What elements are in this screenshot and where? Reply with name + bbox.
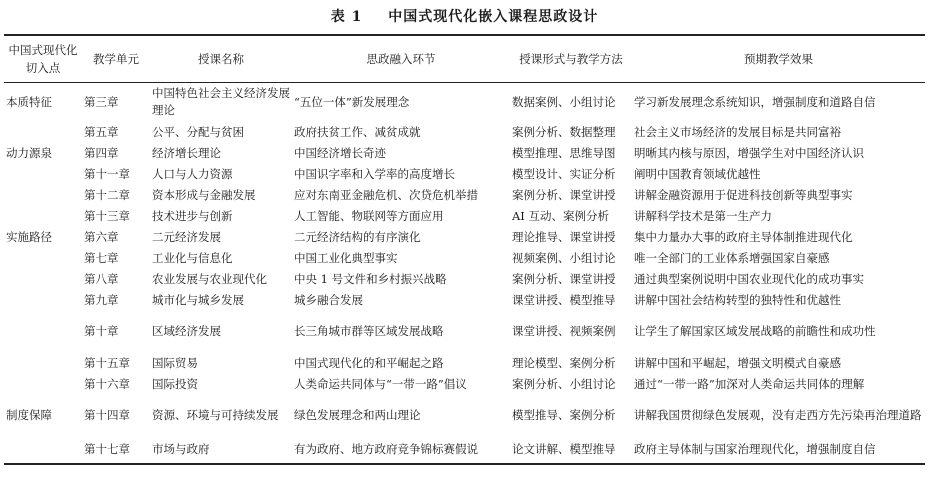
cell-effect: 明晰其内核与原因，增强学生对中国经济认识 [634,145,864,160]
cell-entry [4,206,82,227]
cell-effect: 学习新发展理念系统知识，增强制度和道路自信 [634,94,876,109]
cell-course: 城市化与城乡发展 [152,292,244,307]
cell-unit: 第十五章 [84,355,130,370]
cell-method: 模型推导、案例分析 [512,408,616,422]
cell-effect: 唯一全部门的工业体系增强国家自豪感 [634,250,830,265]
cell-unit: 第八章 [84,271,119,286]
cell-effect: 讲解金融资源用于促进科技创新等典型事实 [634,187,853,202]
cell-course: 中国特色社会主义经济发展理论 [152,86,290,118]
cell-unit: 第九章 [84,292,119,307]
cell-unit: 第十一章 [84,166,130,181]
cell-method: 案例分析、课堂讲授 [512,187,616,202]
table-row [4,185,925,206]
cell-effect: 讲解科学技术是第一生产力 [634,208,772,223]
cell-method: 论文讲解、模型推导 [512,442,616,456]
cell-effect: 通过典型案例说明中国农业现代化的成功事实 [634,271,864,286]
cell-unit: 第十三章 [84,208,130,223]
header-method: 授课形式与教学方法 [519,52,623,66]
cell-ideology: 中国经济增长奇迹 [294,145,386,160]
cell-method: 案例分析、小组讨论 [512,376,616,391]
cell-entry: 动力源泉 [6,145,52,160]
cell-effect: 让学生了解国家区域发展战略的前瞻性和成功性 [634,324,876,338]
cell-unit: 第七章 [84,250,119,265]
cell-ideology: 人类命运共同体与“一带一路”倡议 [294,376,467,391]
cell-entry: 实施路径 [6,229,52,244]
header-unit: 教学单元 [93,52,139,66]
cell-unit: 第四章 [84,145,119,160]
cell-course: 农业发展与农业现代化 [152,271,267,286]
cell-effect: 集中力量办大事的政府主导体制推进现代化 [634,229,853,244]
cell-effect: 阐明中国教育领域优越性 [634,166,761,181]
table-row [4,374,925,395]
cell-method: 课堂讲授、视频案例 [512,324,616,338]
table-row [4,269,925,290]
cell-ideology: 长三角城市群等区域发展战略 [294,324,444,338]
cell-entry [4,185,82,206]
cell-method: 理论推导、课堂讲授 [512,229,616,244]
cell-entry [4,437,82,464]
table-row [4,164,925,185]
cell-entry [4,269,82,290]
table-row [4,290,925,311]
cell-method: 案例分析、数据整理 [512,124,616,139]
cell-ideology: “五位一体”新发展理念 [294,94,410,109]
table-number: 表 1 [330,9,363,25]
cell-course: 国际投资 [152,376,198,391]
cell-method: 案例分析、课堂讲授 [512,271,616,286]
cell-unit: 第十七章 [84,442,130,456]
table-row [4,83,925,122]
cell-effect: 讲解中国和平崛起，增强文明模式自豪感 [634,355,841,370]
cell-method: AI 互动、案例分析 [512,208,610,223]
table-row [4,437,925,464]
table-row [4,206,925,227]
cell-course: 二元经济发展 [152,229,221,244]
cell-ideology: 政府扶贫工作、减贫成就 [294,124,421,139]
cell-course: 经济增长理论 [152,145,221,160]
cell-effect: 政府主导体制与国家治理现代化，增强制度自信 [634,442,876,456]
cell-method: 课堂讲授、模型推导 [512,292,616,307]
cell-ideology: 有为政府、地方政府竞争锦标赛假说 [294,442,478,456]
cell-effect: 讲解我国贯彻绿色发展观，没有走西方先污染再治理道路 [634,408,922,422]
cell-method: 视频案例、小组讨论 [512,250,616,265]
cell-entry [4,290,82,311]
cell-unit: 第三章 [84,94,119,109]
table-row [4,353,925,374]
cell-effect: 通过“一带一路”加深对人类命运共同体的理解 [634,376,865,391]
table-title [4,0,925,34]
table-row [4,143,925,164]
cell-course: 资本形成与金融发展 [152,187,256,202]
cell-entry [4,374,82,395]
header-ideology: 思政融入环节 [366,52,436,66]
header-row [4,35,925,83]
cell-course: 技术进步与创新 [152,208,233,223]
table-row [4,248,925,269]
cell-course: 人口与人力资源 [152,166,233,181]
cell-ideology: 绿色发展理念和两山理论 [294,408,421,422]
header-effect: 预期教学效果 [744,52,813,66]
cell-effect: 讲解中国社会结构转型的独特性和优越性 [634,292,841,307]
cell-course: 工业化与信息化 [152,250,233,265]
cell-entry [4,164,82,185]
cell-method: 模型推理、思维导图 [512,145,616,160]
cell-ideology: 中国识字率和入学率的高度增长 [294,166,455,181]
cell-entry [4,122,82,143]
cell-entry [4,248,82,269]
table-caption: 中国式现代化嵌入课程思政设计 [388,9,599,25]
cell-ideology: 中央 1 号文件和乡村振兴战略 [294,271,447,286]
cell-ideology: 人工智能、物联网等方面应用 [294,208,444,223]
cell-unit: 第五章 [84,124,119,139]
cell-ideology: 中国式现代化的和平崛起之路 [294,355,444,370]
cell-unit: 第六章 [84,229,119,244]
cell-entry: 制度保障 [6,408,52,422]
cell-course: 公平、分配与贫困 [152,124,244,139]
cell-ideology: 二元经济结构的有序演化 [294,229,421,244]
cell-unit: 第十二章 [84,187,130,202]
cell-effect: 社会主义市场经济的发展目标是共同富裕 [634,124,841,139]
cell-entry: 本质特征 [6,94,52,109]
table-row [4,395,925,437]
cell-course: 市场与政府 [152,442,210,456]
table-row [4,311,925,353]
cell-course: 资源、环境与可持续发展 [152,408,279,422]
cell-course: 区域经济发展 [152,324,221,338]
cell-method: 理论模型、案例分析 [512,355,616,370]
cell-entry [4,311,82,353]
table-row [4,122,925,143]
cell-unit: 第十章 [84,324,119,338]
cell-ideology: 城乡融合发展 [294,292,363,307]
header-course: 授课名称 [198,52,244,66]
header-entry-point: 中国式现代化切入点 [8,43,78,75]
table-row [4,227,925,248]
cell-method: 模型设计、实证分析 [512,166,616,181]
cell-ideology: 中国工业化典型事实 [294,250,398,265]
cell-entry [4,353,82,374]
cell-unit: 第十四章 [84,408,130,422]
cell-course: 国际贸易 [152,355,198,370]
cell-ideology: 应对东南亚金融危机、次贷危机举措 [294,187,478,202]
cell-method: 数据案例、小组讨论 [512,94,616,109]
cell-unit: 第十六章 [84,376,130,391]
curriculum-table [4,34,925,465]
